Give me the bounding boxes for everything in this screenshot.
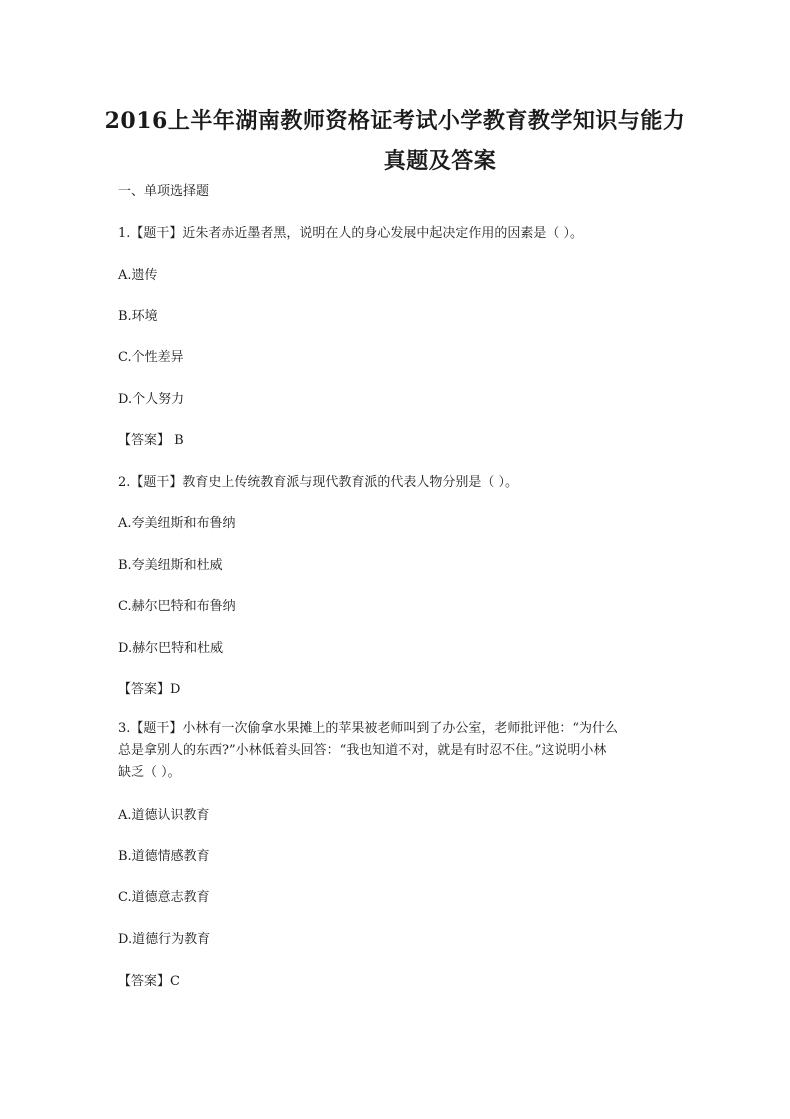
question-3-stem xyxy=(118,718,678,784)
question-2-answer: 【答案】D xyxy=(118,682,181,697)
section-heading: 一、单项选择题 xyxy=(118,184,210,199)
document-title: 2016上半年湖南教师资格证考试小学教育教学知识与能力 xyxy=(104,108,686,134)
question-3-answer: 【答案】C xyxy=(118,974,180,989)
question-2-option-b: B.夸美纽斯和杜威 xyxy=(118,558,223,573)
question-3-option-b: B.道德情感教育 xyxy=(118,849,210,864)
question-1-option-d: D.个人努力 xyxy=(118,392,185,407)
question-3-stem-line: 3.【题干】小林有一次偷拿水果摊上的苹果被老师叫到了办公室，老师批评他：“为什么 xyxy=(118,721,619,736)
document-subtitle: 真题及答案 xyxy=(383,148,497,174)
question-2-stem: 2.【题干】教育史上传统教育派与现代教育派的代表人物分别是（ ）。 xyxy=(118,475,519,490)
question-1-option-a: A.遗传 xyxy=(118,268,158,283)
question-1-option-c: C.个性差异 xyxy=(118,350,184,365)
question-2-option-c: C.赫尔巴特和布鲁纳 xyxy=(118,599,236,614)
question-1-stem: 1.【题干】近朱者赤近墨者黑，说明在人的身心发展中起决定作用的因素是（ ）。 xyxy=(118,226,584,241)
question-2-option-d: D.赫尔巴特和杜威 xyxy=(118,641,224,656)
question-1-option-b: B.环境 xyxy=(118,309,158,324)
question-3-stem-line: 总是拿别人的东西?”小林低着头回答：“我也知道不对，就是有时忍不住。”这说明小林 xyxy=(118,743,607,758)
question-3-option-c: C.道德意志教育 xyxy=(118,890,210,905)
question-3-option-a: A.道德认识教育 xyxy=(118,808,210,823)
question-2-option-a: A.夸美纽斯和布鲁纳 xyxy=(118,516,236,531)
question-3-stem-line: 缺乏（ ）。 xyxy=(118,765,181,780)
question-3-option-d: D.道德行为教育 xyxy=(118,932,211,947)
question-1-answer: 【答案】 B xyxy=(118,433,184,448)
